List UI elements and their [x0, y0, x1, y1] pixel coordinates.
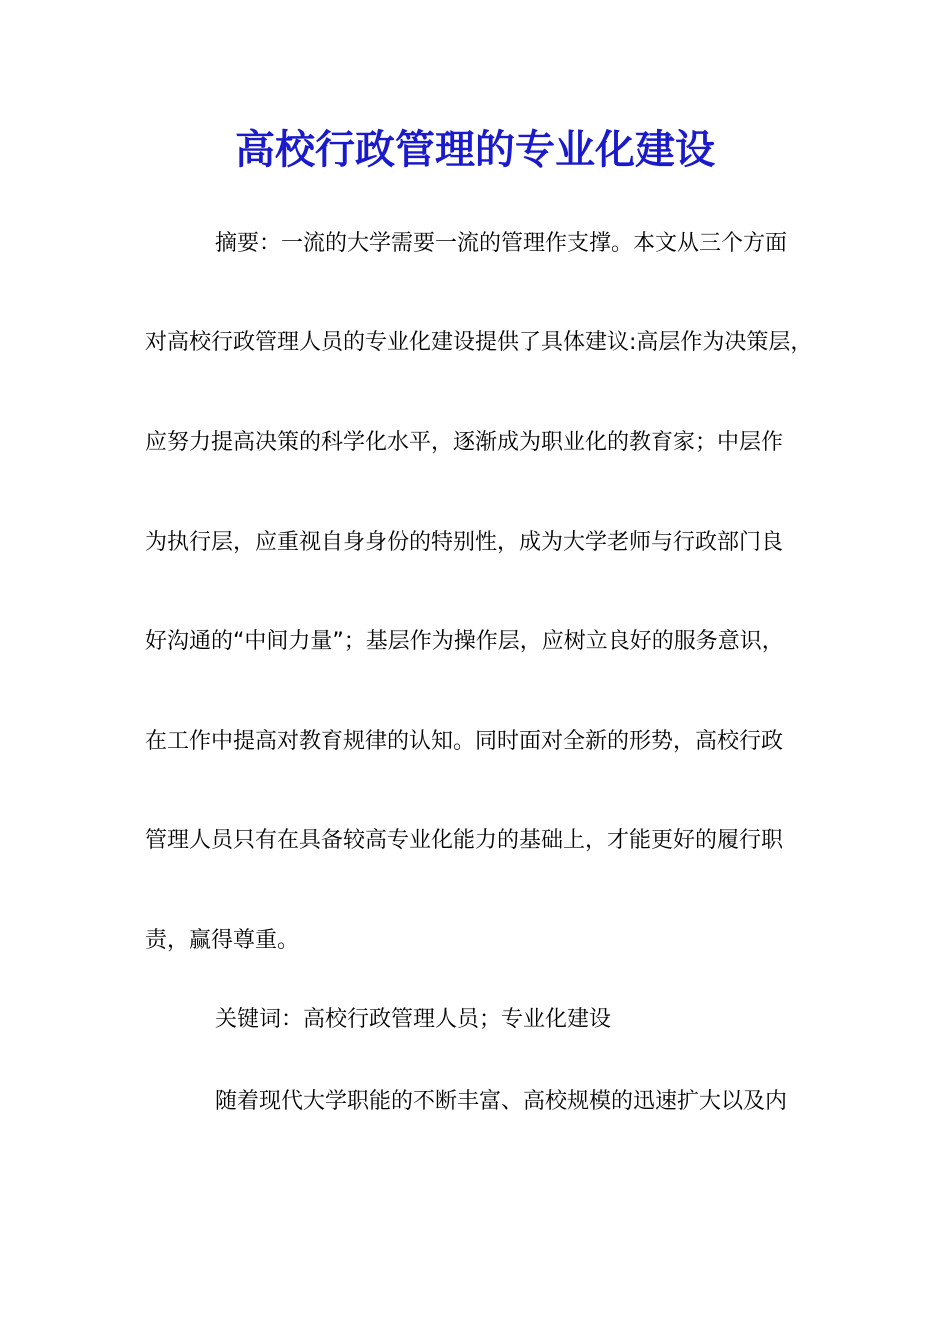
abstract-line-5: 好沟通的“中间力量”；基层作为操作层，应树立良好的服务意识， [145, 629, 784, 654]
abstract-line-1: 摘要：一流的大学需要一流的管理作支撑。本文从三个方面 [215, 231, 788, 256]
keywords-line: 关键词：高校行政管理人员；专业化建设 [215, 1007, 612, 1032]
document-title: 高校行政管理的专业化建设 [235, 126, 715, 173]
abstract-line-8: 责，赢得尊重。 [145, 928, 300, 953]
abstract-line-7: 管理人员只有在具备较高专业化能力的基础上，才能更好的履行职 [145, 828, 784, 853]
abstract-line-3: 应努力提高决策的科学化水平，逐渐成为职业化的教育家；中层作 [145, 430, 784, 455]
abstract-line-2: 对高校行政管理人员的专业化建设提供了具体建议:高层作为决策层， [145, 330, 813, 355]
abstract-line-4: 为执行层，应重视自身身份的特别性，成为大学老师与行政部门良 [145, 530, 784, 555]
abstract-line-6: 在工作中提高对教育规律的认知。同时面对全新的形势，高校行政 [145, 729, 784, 754]
body-paragraph-line-1: 随着现代大学职能的不断丰富、高校规模的迅速扩大以及内 [215, 1089, 788, 1114]
